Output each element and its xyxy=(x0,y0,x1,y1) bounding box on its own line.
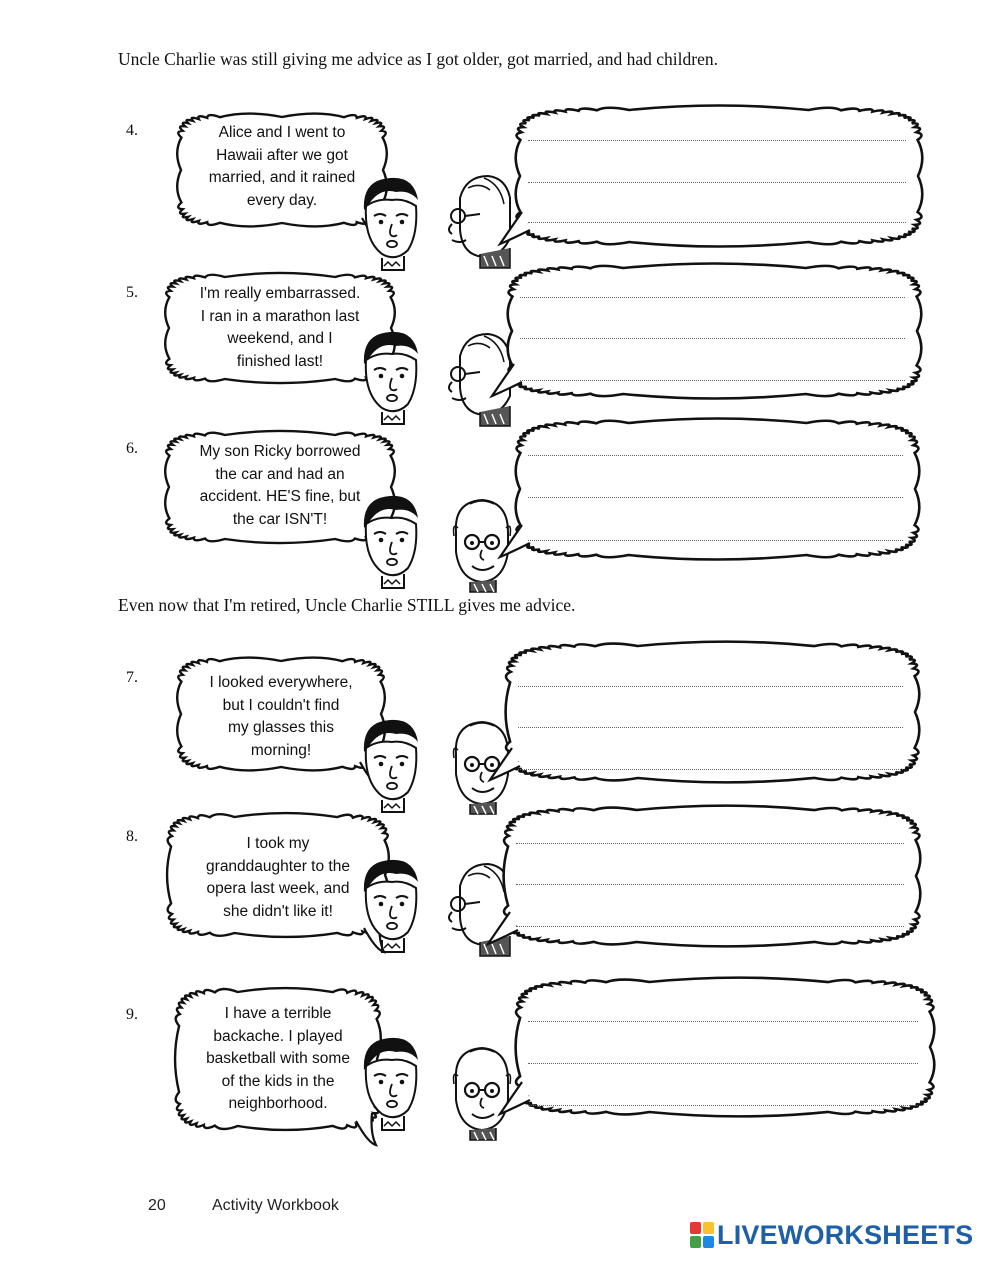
speech-line: granddaughter to the xyxy=(206,857,350,875)
workbook-title: Activity Workbook xyxy=(212,1197,339,1214)
answer-line[interactable] xyxy=(528,222,906,223)
item-number: 5. xyxy=(126,284,138,301)
speech-line: backache. I played xyxy=(213,1027,343,1045)
speech-line: my glasses this xyxy=(228,719,334,736)
answer-bubble-icon xyxy=(492,248,937,414)
speech-line: I have a terrible xyxy=(224,1005,332,1022)
answer-line[interactable] xyxy=(516,926,904,927)
speech-line: weekend, and I xyxy=(227,330,333,347)
answer-line[interactable] xyxy=(516,843,904,844)
liveworksheets-logo xyxy=(690,1220,973,1250)
item-number: 9. xyxy=(126,1006,138,1023)
speech-line: My son Ricky borrowed xyxy=(199,443,361,460)
answer-line[interactable] xyxy=(518,769,903,770)
speech-line: I took my xyxy=(246,835,310,852)
answer-bubble-icon xyxy=(500,962,950,1132)
answer-line[interactable] xyxy=(518,686,903,687)
speech-line: the car ISN'T! xyxy=(232,510,328,528)
man-face-icon xyxy=(352,488,432,588)
speech-line: the car and had an xyxy=(215,465,345,483)
man-face-icon xyxy=(352,712,432,812)
answer-line[interactable] xyxy=(520,297,905,298)
man-face-icon xyxy=(352,852,432,952)
speech-line: I ran in a marathon last xyxy=(200,307,360,325)
speech-bubble-text xyxy=(176,1003,380,1116)
man-face-icon xyxy=(352,1030,432,1130)
answer-line[interactable] xyxy=(528,1021,918,1022)
man-face-icon xyxy=(352,170,432,270)
answer-line[interactable] xyxy=(528,1063,918,1064)
logo-text: LIVEWORKSHEETS xyxy=(717,1219,974,1250)
answer-line[interactable] xyxy=(528,140,906,141)
speech-line: morning! xyxy=(250,741,312,759)
speech-line: but I couldn't find xyxy=(222,696,340,714)
answer-bubble-icon xyxy=(500,403,935,575)
speech-line: finished last! xyxy=(236,352,324,370)
speech-line: I looked everywhere, xyxy=(209,674,353,691)
answer-bubble-icon xyxy=(490,626,935,798)
logo-mark-icon xyxy=(690,1222,714,1248)
man-face-icon xyxy=(352,324,432,424)
speech-line: she didn't like it! xyxy=(223,902,333,920)
page-number: 20 xyxy=(148,1197,166,1214)
answer-line[interactable] xyxy=(520,380,905,381)
speech-line: neighborhood. xyxy=(228,1095,328,1112)
speech-line: married, and it rained xyxy=(208,169,356,186)
answer-line[interactable] xyxy=(518,727,903,728)
speech-line: basketball with some xyxy=(206,1050,350,1067)
answer-line[interactable] xyxy=(520,338,905,339)
speech-line: opera last week, and xyxy=(206,880,350,897)
answer-bubble-icon xyxy=(500,90,938,262)
speech-line: of the kids in the xyxy=(221,1072,335,1090)
answer-line[interactable] xyxy=(528,540,903,541)
speech-line: I'm really embarrassed. xyxy=(199,285,361,302)
answer-line[interactable] xyxy=(528,455,903,456)
item-number: 4. xyxy=(126,122,138,139)
speech-line: Alice and I went to xyxy=(218,124,346,141)
intro-text-1: Uncle Charlie was still giving me advice as I got older, got married, and had children. xyxy=(118,49,718,69)
answer-line[interactable] xyxy=(528,182,906,183)
intro-text-2: Even now that I'm retired, Uncle Charlie STILL gives me advice. xyxy=(118,595,576,615)
answer-line[interactable] xyxy=(528,497,903,498)
item-number: 6. xyxy=(126,440,138,457)
answer-bubble-icon xyxy=(488,790,936,962)
speech-line: Hawaii after we got xyxy=(216,146,348,164)
answer-line[interactable] xyxy=(528,1105,918,1106)
item-number: 7. xyxy=(126,669,138,686)
speech-line: every day. xyxy=(246,191,318,209)
item-number: 8. xyxy=(126,828,138,845)
answer-line[interactable] xyxy=(516,884,904,885)
speech-line: accident. HE'S fine, but xyxy=(199,488,361,505)
